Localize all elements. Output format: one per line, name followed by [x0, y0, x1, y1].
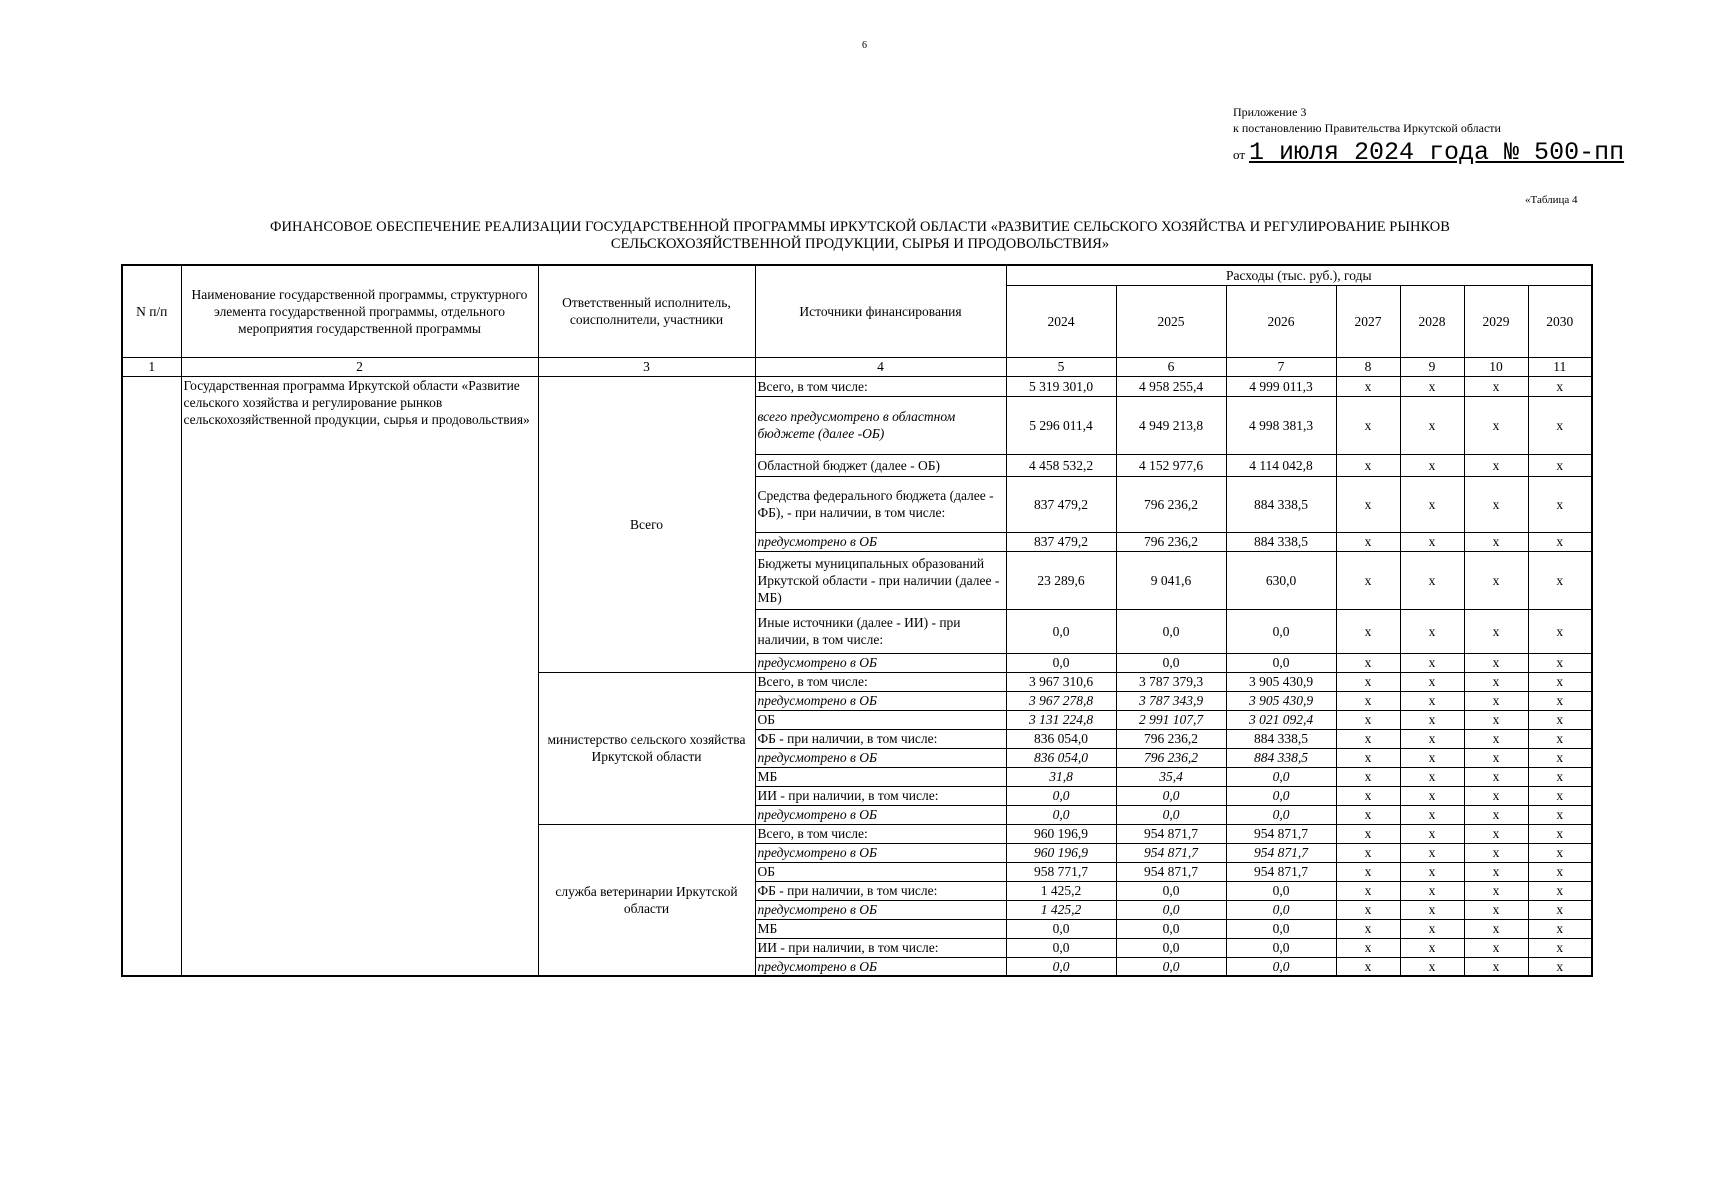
value-cell: х: [1400, 454, 1464, 476]
column-number: 8: [1336, 357, 1400, 376]
value-cell: х: [1528, 805, 1592, 824]
program-number-cell: [122, 376, 181, 976]
value-cell: 0,0: [1116, 786, 1226, 805]
source-cell: МБ: [755, 919, 1006, 938]
value-cell: 4 958 255,4: [1116, 376, 1226, 396]
value-cell: х: [1336, 710, 1400, 729]
value-cell: х: [1464, 609, 1528, 653]
value-cell: 796 236,2: [1116, 476, 1226, 532]
value-cell: 31,8: [1006, 767, 1116, 786]
value-cell: х: [1400, 938, 1464, 957]
title-line2: СЕЛЬСКОХОЗЯЙСТВЕННОЙ ПРОДУКЦИИ, СЫРЬЯ И ПРОДОВОЛЬСТВИЯ»: [610, 236, 1110, 252]
value-cell: х: [1464, 767, 1528, 786]
value-cell: 796 236,2: [1116, 748, 1226, 767]
value-cell: х: [1528, 454, 1592, 476]
source-cell: Областной бюджет (далее - ОБ): [755, 454, 1006, 476]
value-cell: х: [1400, 551, 1464, 609]
value-cell: х: [1400, 824, 1464, 843]
value-cell: х: [1336, 824, 1400, 843]
value-cell: х: [1528, 843, 1592, 862]
header-year: 2029: [1464, 285, 1528, 357]
financing-table: [121, 264, 1593, 977]
value-cell: х: [1464, 881, 1528, 900]
value-cell: 0,0: [1226, 900, 1336, 919]
value-cell: 0,0: [1226, 805, 1336, 824]
value-cell: х: [1400, 843, 1464, 862]
source-cell: Бюджеты муниципальных образований Иркутской области - при наличии (далее - МБ): [755, 551, 1006, 609]
value-cell: х: [1336, 957, 1400, 976]
value-cell: х: [1336, 532, 1400, 551]
value-cell: 4 999 011,3: [1226, 376, 1336, 396]
appendix-line2: к постановлению Правительства Иркутской области: [1233, 121, 1501, 135]
value-cell: 954 871,7: [1226, 862, 1336, 881]
value-cell: х: [1528, 862, 1592, 881]
source-cell: предусмотрено в ОБ: [755, 748, 1006, 767]
value-cell: 0,0: [1116, 653, 1226, 672]
column-number: 6: [1116, 357, 1226, 376]
source-cell: ИИ - при наличии, в том числе:: [755, 786, 1006, 805]
value-cell: х: [1464, 729, 1528, 748]
decree-prefix: от: [1233, 147, 1246, 162]
value-cell: 3 787 343,9: [1116, 691, 1226, 710]
value-cell: х: [1336, 862, 1400, 881]
value-cell: 0,0: [1006, 653, 1116, 672]
column-number: 4: [755, 357, 1006, 376]
value-cell: х: [1528, 691, 1592, 710]
column-number: 5: [1006, 357, 1116, 376]
value-cell: х: [1336, 376, 1400, 396]
value-cell: х: [1528, 881, 1592, 900]
value-cell: х: [1464, 748, 1528, 767]
value-cell: х: [1400, 532, 1464, 551]
value-cell: х: [1400, 881, 1464, 900]
header-year: 2025: [1116, 285, 1226, 357]
value-cell: х: [1336, 938, 1400, 957]
source-cell: всего предусмотрено в областном бюджете (далее -ОБ): [755, 396, 1006, 454]
title-line1: ФИНАНСОВОЕ ОБЕСПЕЧЕНИЕ РЕАЛИЗАЦИИ ГОСУДАРСТВЕННОЙ ПРОГРАММЫ ИРКУТСКОЙ ОБЛАСТИ «РАЗВИТИЕ СЕЛЬСКОГО ХОЗЯЙСТВА И РЕГУЛИРОВАНИЕ РЫНКОВ: [270, 219, 1450, 235]
column-number: 7: [1226, 357, 1336, 376]
value-cell: 0,0: [1116, 938, 1226, 957]
source-cell: предусмотрено в ОБ: [755, 900, 1006, 919]
value-cell: х: [1400, 786, 1464, 805]
value-cell: х: [1528, 672, 1592, 691]
executor-cell: министерство сельского хозяйства Иркутской области: [538, 672, 755, 824]
value-cell: х: [1528, 767, 1592, 786]
value-cell: х: [1336, 881, 1400, 900]
value-cell: х: [1400, 476, 1464, 532]
value-cell: 0,0: [1226, 609, 1336, 653]
value-cell: 9 041,6: [1116, 551, 1226, 609]
value-cell: 960 196,9: [1006, 843, 1116, 862]
value-cell: х: [1528, 824, 1592, 843]
header-expenses: Расходы (тыс. руб.), годы: [1006, 265, 1592, 285]
value-cell: 0,0: [1116, 609, 1226, 653]
value-cell: х: [1336, 454, 1400, 476]
value-cell: х: [1400, 691, 1464, 710]
source-cell: ИИ - при наличии, в том числе:: [755, 938, 1006, 957]
value-cell: х: [1528, 938, 1592, 957]
value-cell: х: [1464, 843, 1528, 862]
document-title: [120, 219, 1600, 253]
appendix-header: [1233, 104, 1501, 136]
value-cell: 836 054,0: [1006, 729, 1116, 748]
value-cell: х: [1400, 900, 1464, 919]
header-year: 2030: [1528, 285, 1592, 357]
value-cell: 3 905 430,9: [1226, 672, 1336, 691]
value-cell: 3 131 224,8: [1006, 710, 1116, 729]
value-cell: х: [1528, 786, 1592, 805]
value-cell: 958 771,7: [1006, 862, 1116, 881]
value-cell: х: [1336, 476, 1400, 532]
value-cell: х: [1528, 748, 1592, 767]
value-cell: х: [1400, 767, 1464, 786]
value-cell: х: [1336, 729, 1400, 748]
value-cell: 4 949 213,8: [1116, 396, 1226, 454]
value-cell: х: [1464, 919, 1528, 938]
value-cell: х: [1336, 805, 1400, 824]
header-source: Источники финансирования: [755, 265, 1006, 357]
value-cell: 3 967 310,6: [1006, 672, 1116, 691]
column-number: 9: [1400, 357, 1464, 376]
value-cell: х: [1528, 376, 1592, 396]
value-cell: 23 289,6: [1006, 551, 1116, 609]
column-number: 10: [1464, 357, 1528, 376]
value-cell: х: [1528, 532, 1592, 551]
value-cell: х: [1464, 786, 1528, 805]
value-cell: х: [1464, 691, 1528, 710]
value-cell: х: [1464, 653, 1528, 672]
value-cell: х: [1464, 376, 1528, 396]
column-number: 11: [1528, 357, 1592, 376]
value-cell: 4 152 977,6: [1116, 454, 1226, 476]
value-cell: 3 021 092,4: [1226, 710, 1336, 729]
source-cell: ОБ: [755, 862, 1006, 881]
program-name-cell: Государственная программа Иркутской области «Развитие сельского хозяйства и регулирование рынков сельскохозяйственной продукции, сырья и продовольствия»: [181, 376, 538, 976]
decree-reference: [1233, 138, 1624, 167]
page-number: 6: [862, 40, 867, 51]
value-cell: 884 338,5: [1226, 476, 1336, 532]
value-cell: х: [1528, 476, 1592, 532]
value-cell: х: [1336, 653, 1400, 672]
value-cell: х: [1464, 900, 1528, 919]
column-number: 2: [181, 357, 538, 376]
value-cell: 4 458 532,2: [1006, 454, 1116, 476]
value-cell: х: [1336, 919, 1400, 938]
value-cell: 0,0: [1006, 919, 1116, 938]
source-cell: ФБ - при наличии, в том числе:: [755, 729, 1006, 748]
value-cell: 837 479,2: [1006, 532, 1116, 551]
source-cell: предусмотрено в ОБ: [755, 691, 1006, 710]
value-cell: х: [1336, 843, 1400, 862]
value-cell: 0,0: [1116, 881, 1226, 900]
value-cell: х: [1336, 672, 1400, 691]
value-cell: х: [1400, 862, 1464, 881]
value-cell: х: [1528, 609, 1592, 653]
value-cell: 0,0: [1116, 957, 1226, 976]
source-cell: Всего, в том числе:: [755, 824, 1006, 843]
value-cell: х: [1464, 396, 1528, 454]
column-numbers-row: [122, 357, 1592, 376]
value-cell: х: [1464, 938, 1528, 957]
header-executor: Ответственный исполнитель, соисполнители, участники: [538, 265, 755, 357]
value-cell: 0,0: [1226, 938, 1336, 957]
header-name: Наименование государственной программы, структурного элемента государственной программы, отдельного мероприятия государственной программы: [181, 265, 538, 357]
value-cell: х: [1464, 454, 1528, 476]
value-cell: 954 871,7: [1116, 843, 1226, 862]
value-cell: 884 338,5: [1226, 748, 1336, 767]
value-cell: 5 319 301,0: [1006, 376, 1116, 396]
decree-number: 1 июля 2024 года № 500-пп: [1249, 138, 1625, 167]
value-cell: х: [1336, 551, 1400, 609]
value-cell: 0,0: [1226, 919, 1336, 938]
source-cell: Всего, в том числе:: [755, 672, 1006, 691]
column-number: 3: [538, 357, 755, 376]
header-year: 2026: [1226, 285, 1336, 357]
value-cell: х: [1400, 805, 1464, 824]
value-cell: х: [1464, 532, 1528, 551]
value-cell: х: [1464, 476, 1528, 532]
value-cell: 960 196,9: [1006, 824, 1116, 843]
value-cell: х: [1400, 957, 1464, 976]
executor-cell: служба ветеринарии Иркутской области: [538, 824, 755, 976]
value-cell: 0,0: [1226, 957, 1336, 976]
value-cell: х: [1336, 900, 1400, 919]
value-cell: 4 114 042,8: [1226, 454, 1336, 476]
value-cell: х: [1336, 748, 1400, 767]
value-cell: 954 871,7: [1116, 862, 1226, 881]
value-cell: 884 338,5: [1226, 729, 1336, 748]
value-cell: 796 236,2: [1116, 532, 1226, 551]
value-cell: 3 905 430,9: [1226, 691, 1336, 710]
value-cell: х: [1336, 396, 1400, 454]
source-cell: предусмотрено в ОБ: [755, 843, 1006, 862]
value-cell: 630,0: [1226, 551, 1336, 609]
value-cell: 5 296 011,4: [1006, 396, 1116, 454]
source-cell: предусмотрено в ОБ: [755, 805, 1006, 824]
header-year: 2024: [1006, 285, 1116, 357]
value-cell: х: [1464, 957, 1528, 976]
column-number: 1: [122, 357, 181, 376]
value-cell: 35,4: [1116, 767, 1226, 786]
value-cell: 0,0: [1006, 938, 1116, 957]
value-cell: х: [1400, 729, 1464, 748]
value-cell: х: [1528, 551, 1592, 609]
value-cell: х: [1528, 710, 1592, 729]
source-cell: предусмотрено в ОБ: [755, 957, 1006, 976]
source-cell: ФБ - при наличии, в том числе:: [755, 881, 1006, 900]
value-cell: х: [1336, 691, 1400, 710]
value-cell: х: [1336, 767, 1400, 786]
appendix-line1: Приложение 3: [1233, 105, 1307, 119]
value-cell: 836 054,0: [1006, 748, 1116, 767]
value-cell: 1 425,2: [1006, 900, 1116, 919]
value-cell: х: [1528, 900, 1592, 919]
table-row: [122, 376, 1592, 396]
value-cell: 4 998 381,3: [1226, 396, 1336, 454]
source-cell: Всего, в том числе:: [755, 376, 1006, 396]
value-cell: х: [1528, 919, 1592, 938]
value-cell: х: [1336, 609, 1400, 653]
value-cell: х: [1400, 376, 1464, 396]
value-cell: 884 338,5: [1226, 532, 1336, 551]
value-cell: 0,0: [1116, 900, 1226, 919]
value-cell: х: [1528, 957, 1592, 976]
value-cell: 2 991 107,7: [1116, 710, 1226, 729]
value-cell: х: [1464, 672, 1528, 691]
value-cell: 796 236,2: [1116, 729, 1226, 748]
value-cell: х: [1400, 396, 1464, 454]
value-cell: х: [1464, 824, 1528, 843]
value-cell: х: [1528, 396, 1592, 454]
value-cell: х: [1400, 710, 1464, 729]
table-label: «Таблица 4: [1525, 194, 1578, 206]
source-cell: МБ: [755, 767, 1006, 786]
value-cell: 1 425,2: [1006, 881, 1116, 900]
source-cell: предусмотрено в ОБ: [755, 532, 1006, 551]
value-cell: х: [1400, 672, 1464, 691]
header-year: 2027: [1336, 285, 1400, 357]
value-cell: х: [1400, 609, 1464, 653]
value-cell: х: [1464, 862, 1528, 881]
value-cell: х: [1528, 653, 1592, 672]
value-cell: х: [1400, 748, 1464, 767]
value-cell: 0,0: [1006, 786, 1116, 805]
value-cell: 0,0: [1226, 653, 1336, 672]
header-num: N п/п: [122, 265, 181, 357]
value-cell: 3 787 379,3: [1116, 672, 1226, 691]
value-cell: 0,0: [1116, 805, 1226, 824]
value-cell: 0,0: [1006, 609, 1116, 653]
value-cell: х: [1528, 729, 1592, 748]
value-cell: х: [1464, 710, 1528, 729]
value-cell: х: [1464, 805, 1528, 824]
source-cell: Иные источники (далее - ИИ) - при наличии, в том числе:: [755, 609, 1006, 653]
header-year: 2028: [1400, 285, 1464, 357]
value-cell: 3 967 278,8: [1006, 691, 1116, 710]
value-cell: 954 871,7: [1226, 843, 1336, 862]
value-cell: 837 479,2: [1006, 476, 1116, 532]
value-cell: 0,0: [1226, 881, 1336, 900]
source-cell: предусмотрено в ОБ: [755, 653, 1006, 672]
value-cell: 0,0: [1226, 767, 1336, 786]
value-cell: х: [1400, 919, 1464, 938]
value-cell: 954 871,7: [1116, 824, 1226, 843]
executor-cell: Всего: [538, 376, 755, 672]
value-cell: 0,0: [1226, 786, 1336, 805]
value-cell: 0,0: [1006, 957, 1116, 976]
value-cell: х: [1464, 551, 1528, 609]
source-cell: ОБ: [755, 710, 1006, 729]
value-cell: 954 871,7: [1226, 824, 1336, 843]
value-cell: 0,0: [1116, 919, 1226, 938]
value-cell: х: [1336, 786, 1400, 805]
value-cell: 0,0: [1006, 805, 1116, 824]
value-cell: х: [1400, 653, 1464, 672]
source-cell: Средства федерального бюджета (далее - ФБ), - при наличии, в том числе:: [755, 476, 1006, 532]
